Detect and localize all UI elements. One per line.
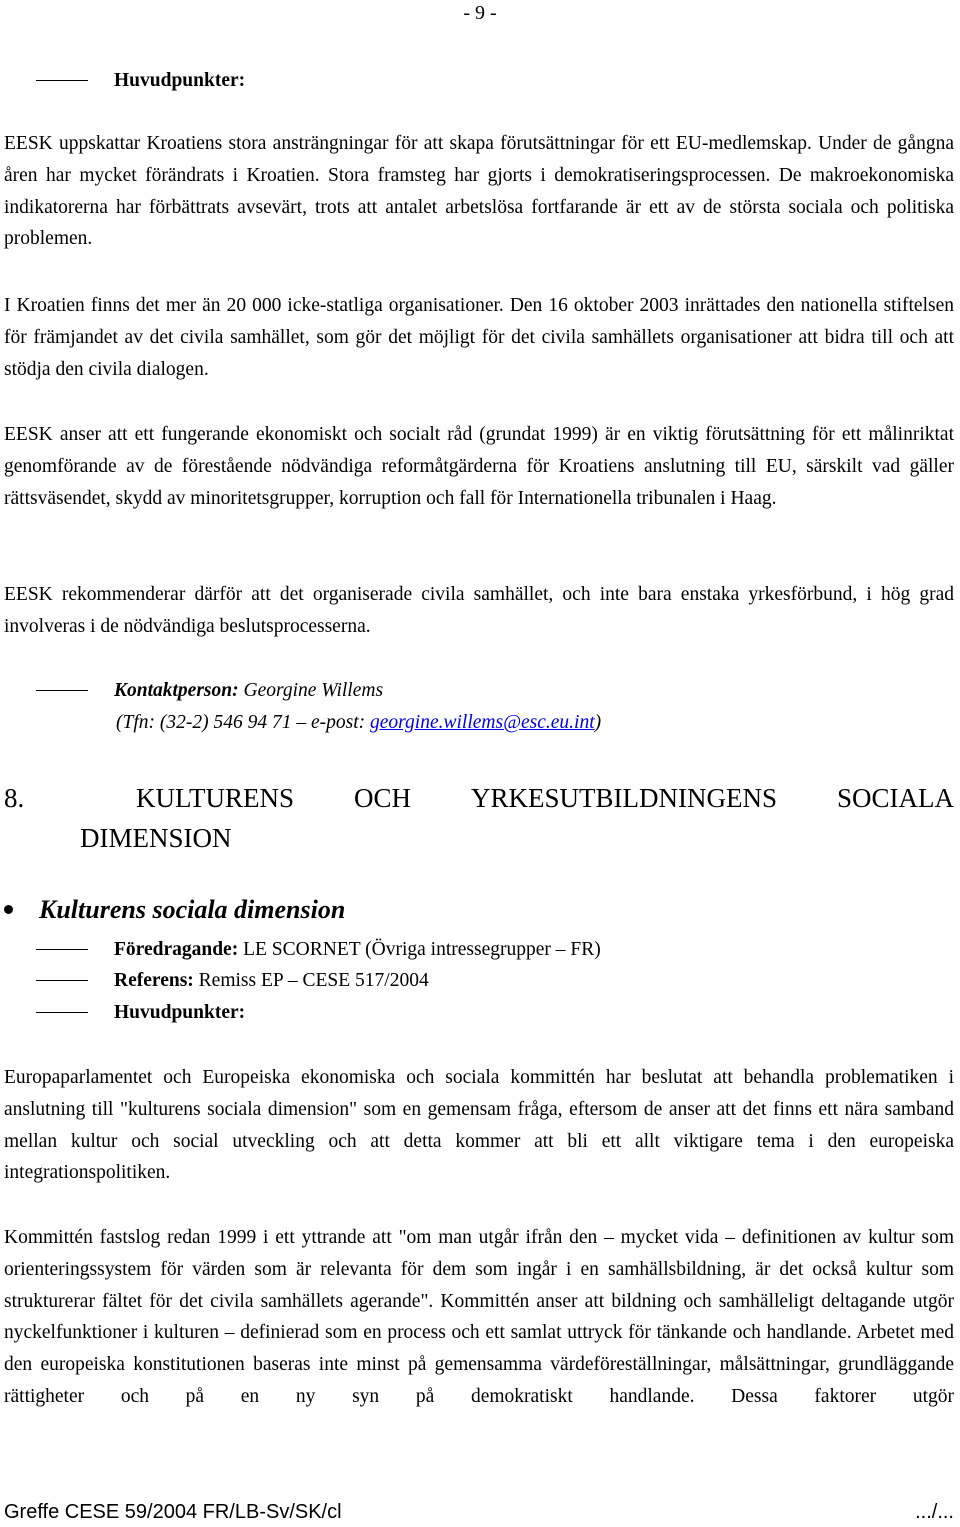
paragraph-croatia-efforts: EESK uppskattar Kroatiens stora ansträngningar för att skapa förutsättningar för ett EU-medlemskap. Under de gångna åren har mycket förändrats i Kroatien. Stora framsteg har gjorts i demokratiseringsprocessen. De makroekonomiska indikatorerna har förbättrats avsevärt, trots att antalet arbetslösa fortfarande är ett av de största sociala och politiska problemen. xyxy=(4,133,954,250)
rapporteur-label: Föredragande: xyxy=(114,939,239,960)
dash-marker xyxy=(36,80,88,82)
paragraph-culture-definition: Kommittén fastslog redan 1999 i ett yttrande att "om man utgår ifrån den – mycket vida – definitionen av kultur som orienteringssystem för värden som är relevanta för dem som ingår i en samhällsbildning, är det också kultur som strukturerar fältet för det civila samhällets agerande". Kommittén anser att bildning och samhälleligt deltagande utgör nyckelfunktioner i kulturen – definierad som en process och ett samlat uttryck för tänkande och handlande. Arbetet med den europeiska konstitutionen baseras inte minst på gemensamma värdeföreställningar, målsättningar, grundläggande rättigheter och på en ny syn på demokratiskt handlande. Dessa faktorer utgör xyxy=(4,1227,954,1407)
contact-label: Kontaktperson: xyxy=(114,680,239,701)
contact-line xyxy=(36,676,383,706)
title-word: SOCIALA xyxy=(836,783,954,813)
title-word: YRKESUTBILDNINGENS xyxy=(471,783,777,813)
paragraph-esc-council: EESK anser att ett fungerande ekonomiskt och socialt råd (grundat 1999) är en viktig förutsättning för ett målinriktat genomförande av de förestående nödvändiga reformåtgärderna för Kroatiens anslutning till EU, särskilt vad gäller rättsväsendet, skydd av minoritetsgrupper, korruption och fall för Internationella tribunalen i Haag. xyxy=(4,424,954,509)
contact-name: Georgine Willems xyxy=(238,680,384,701)
main-points-label-2: Huvudpunkter: xyxy=(114,1002,246,1023)
dash-marker xyxy=(36,690,88,692)
title-word: OCH xyxy=(354,783,412,813)
main-points-heading xyxy=(36,66,245,96)
rapporteur-value: LE SCORNET (Övriga intressegrupper – FR) xyxy=(238,939,601,960)
reference-label: Referens: xyxy=(114,970,194,991)
dash-marker xyxy=(36,980,88,982)
paragraph-recommendation: EESK rekommenderar därför att det organiserade civila samhället, och inte bara enstaka yrkesförbund, i hög grad involveras i de nödvändiga beslutsprocesserna. xyxy=(4,584,954,637)
reference-line xyxy=(36,966,429,996)
subheading-text: Kulturens sociala dimension xyxy=(39,895,346,924)
main-points-label: Huvudpunkter: xyxy=(114,70,246,91)
section-number: 8. xyxy=(4,783,25,813)
subheading-culture xyxy=(4,890,345,930)
title-word: KULTURENS xyxy=(135,783,295,813)
main-points-line xyxy=(36,998,245,1028)
section-8-title-row xyxy=(4,778,954,818)
dash-marker xyxy=(36,1012,88,1014)
paragraph-ngo-count: I Kroatien finns det mer än 20 000 icke-statliga organisationer. Den 16 oktober 2003 inrättades den nationella stiftelsen för främjandet av det civila samhället, som gör det möjligt för det civila samhällets organisationer att bidra till och att stödja den civila dialogen. xyxy=(4,295,954,380)
contact-close: ) xyxy=(594,712,602,733)
dash-marker xyxy=(36,949,88,951)
section-title-line2: DIMENSION xyxy=(80,823,232,853)
section-8-heading xyxy=(4,778,954,858)
footer-continuation: .../... xyxy=(915,1501,954,1523)
contact-phone: (Tfn: (32-2) 546 94 71 – e-post: xyxy=(116,712,371,733)
footer-reference: Greffe CESE 59/2004 FR/LB-Sv/SK/cl xyxy=(4,1501,342,1523)
contact-email-link[interactable]: georgine.willems@esc.eu.int xyxy=(370,712,595,733)
paragraph-culture-decision: Europaparlamentet och Europeiska ekonomiska och sociala kommittén har beslutat att behandla problematiken i anslutning till "kulturens sociala dimension" som en gemensam fråga, eftersom de anser att det finns ett nära samband mellan kultur och social utveckling och att detta kommer att bli ett allt viktigare tema i den europeiska integrationspolitiken. xyxy=(4,1067,954,1184)
page-number: - 9 - xyxy=(463,2,497,24)
reference-value: Remiss EP – CESE 517/2004 xyxy=(193,970,429,991)
rapporteur-line xyxy=(36,935,601,965)
footer xyxy=(4,1497,954,1527)
contact-details xyxy=(116,708,601,738)
bullet-icon xyxy=(4,905,13,914)
